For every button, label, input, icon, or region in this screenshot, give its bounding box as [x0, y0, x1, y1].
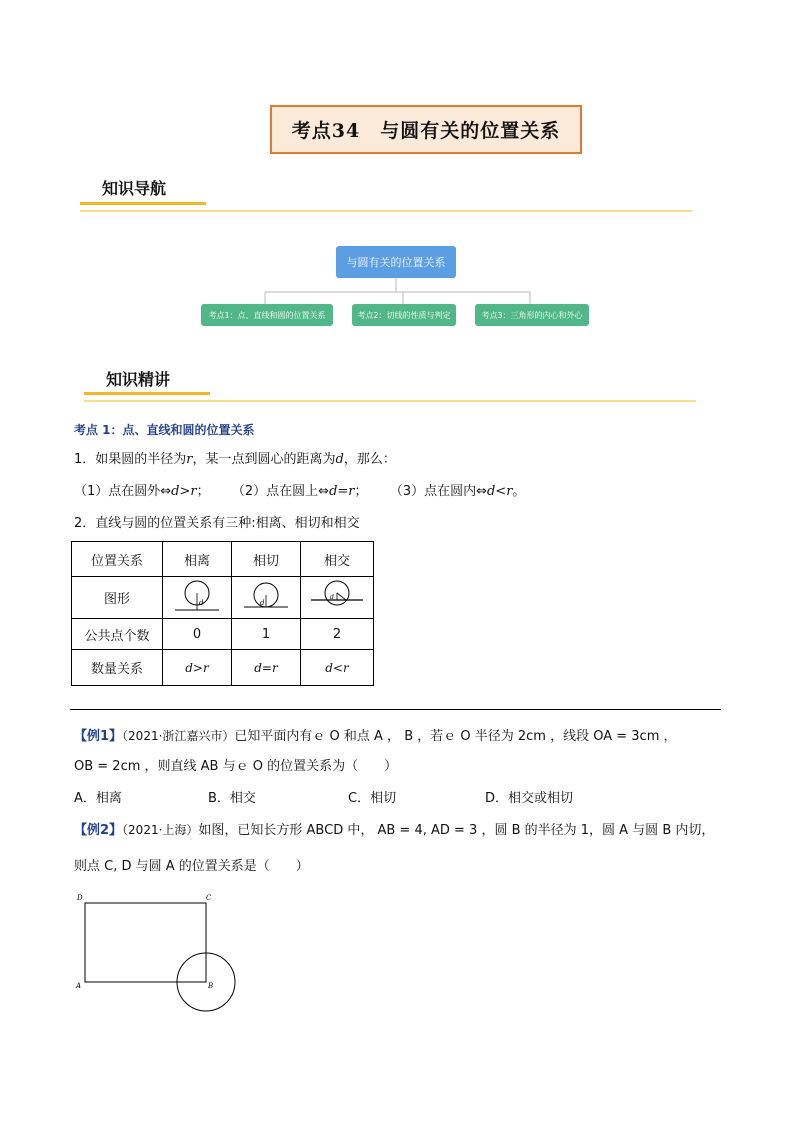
mindmap-connectors [0, 0, 794, 340]
example2-line2: 则点 C, D 与圆 A 的位置关系是（ ） [74, 859, 309, 874]
table-cell: d>r [163, 650, 232, 686]
kp1-cases: （1）点在圆外⇔d>r； （2）点在圆上⇔d=r； （3）点在圆内⇔d<r。 [74, 484, 526, 499]
vertex-label-a: A [76, 982, 82, 990]
table-row-label: 公共点个数 [72, 619, 163, 650]
example1-option-b: B．相交 [208, 791, 256, 806]
table-cell: 2 [301, 619, 374, 650]
vertex-label-c: C [206, 894, 212, 902]
mindmap-node-kp1: 考点1：点、直线和圆的位置关系 [201, 304, 333, 326]
divider-line [70, 709, 721, 710]
circle-line-tangent-figure [241, 578, 291, 614]
example2-line1: 【例2】（2021·上海）如图，已知长方形 ABCD 中， AB = 4, AD = 3 ，圆 B 的半径为 1，圆 A 与圆 B 内切， [74, 823, 715, 838]
example1-line2: OB = 2cm ，则直线 AB 与ｅ O 的位置关系为（ ） [74, 759, 398, 774]
example1-option-c: C．相切 [348, 791, 397, 806]
table-header: 相切 [232, 542, 301, 577]
mindmap-root: 与圆有关的位置关系 [336, 246, 456, 278]
table-header: 相交 [301, 542, 374, 577]
mindmap-node-kp2: 考点2：切线的性质与判定 [352, 304, 456, 326]
table-header: 位置关系 [72, 542, 163, 577]
position-relation-table [71, 541, 374, 686]
figure-separate [163, 577, 232, 619]
table-cell: d<r [301, 650, 374, 686]
section-heading-explain: 知识精讲 [106, 370, 171, 389]
section-divider [84, 400, 696, 402]
svg-text:d: d [260, 598, 265, 607]
table-cell: d=r [232, 650, 301, 686]
table-cell: 0 [163, 619, 232, 650]
vertex-label-b: B [208, 982, 214, 990]
rectangle-circle-figure [72, 890, 252, 1020]
circle-line-intersect-figure [309, 578, 365, 614]
circle-line-separate-figure [172, 578, 222, 614]
table-cell: 1 [232, 619, 301, 650]
table-row-label: 图形 [72, 577, 163, 619]
section-heading-navigation: 知识导航 [102, 179, 167, 198]
kp1-line1: 1．如果圆的半径为r，某一点到圆心的距离为d，那么： [74, 452, 396, 467]
svg-text:d: d [330, 593, 334, 601]
vertex-label-d: D [77, 894, 83, 902]
kp1-line2: 2．直线与圆的位置关系有三种:相离、相切和相交 [74, 516, 360, 531]
kp1-title: 考点 1：点、直线和圆的位置关系 [74, 423, 255, 437]
example1-line1: 【例1】（2021·浙江嘉兴市）已知平面内有ｅ O 和点 A ， B ，若ｅ O 半径为 2cm ，线段 OA = 3cm ， [74, 729, 677, 744]
figure-intersect [301, 577, 374, 619]
mindmap-node-kp3: 考点3：三角形的内心和外心 [475, 304, 589, 326]
example1-option-d: D．相交或相切 [485, 791, 574, 806]
example1-option-a: A．相离 [74, 791, 122, 806]
table-row-label: 数量关系 [72, 650, 163, 686]
table-header: 相离 [163, 542, 232, 577]
section-underline [84, 392, 210, 395]
figure-tangent [232, 577, 301, 619]
svg-text:d: d [199, 598, 204, 607]
page-title: 考点34 与圆有关的位置关系 [270, 105, 582, 154]
